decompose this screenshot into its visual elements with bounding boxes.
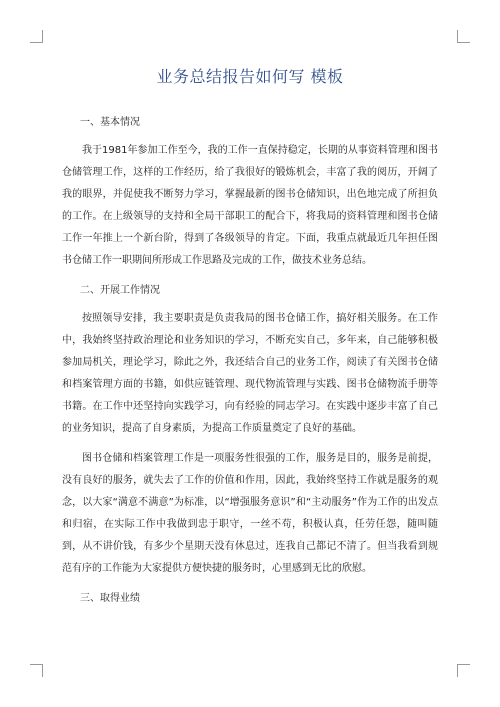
document-title: 业务总结报告如何写 模板	[156, 67, 344, 86]
section-heading: 三、取得业绩	[80, 593, 140, 604]
section-heading: 二、开展工作情况	[80, 285, 160, 296]
paragraph: 图书仓储和档案管理工作是一项服务性很强的工作，服务是目的，服务是前提，没有良好的服务，就失去了工作的价值和作用，因此，我始终坚持工作就是服务的观念，以大家“满意不满意”为标准，以“增强服务意识”和“主动服务”作为工作的出发点和归宿，在实际工作中我做到忠于职守，一丝不苟，积极认真，任劳任怨，随叫随到，从不讲价钱，有多少个星期天没有休息过，连我自己都记不清了。但当我看到规范有序的工作能为大家提供方便快捷的服务时，心里感到无比的欣慰。	[62, 453, 438, 574]
page-corner-mark-bottom-right	[457, 664, 470, 677]
paragraph: 按照领导安排，我主要职责是负责我局的图书仓储工作，搞好相关服务。在工作中，我始终坚持政治理论和业务知识的学习，不断充实自己，多年来，自己能够积极参加局机关，理论学习，除此之外，我还结合自己的业务工作，阅读了有关图书仓储和档案管理方面的书籍，如供应链管理、现代物流管理与实践、图书仓储物流手册等书籍。在工作中还坚持向实践学习，向有经验的同志学习。在实践中逐步丰富了自己的业务知识，提高了自身素质，为提高工作质量奠定了良好的基础。	[62, 313, 438, 434]
paragraph: 我于1981年参加工作至今，我的工作一直保持稳定，长期的从事资料管理和图书仓储管理工作，这样的工作经历，给了我很好的锻炼机会，丰富了我的阅历，开阔了我的眼界，并促使我不断努力学习，掌握最新的图书仓储知识，出色地完成了所担负的工作。在上级领导的支持和全局干部职工的配合下，将我局的资料管理和图书仓储工作一年推上一个新台阶，得到了各级领导的肯定。下面，我重点就最近几年担任图书仓储工作一职期间所形成工作思路及完成的工作，做技术业务总结。	[62, 145, 438, 266]
document-body	[62, 112, 438, 616]
section-heading: 一、基本情况	[80, 117, 140, 128]
page-corner-mark-top-left	[30, 30, 43, 43]
page-corner-mark-bottom-left	[30, 664, 43, 677]
section-work-progress	[62, 280, 438, 580]
section-basic-situation	[62, 112, 438, 272]
page-corner-mark-top-right	[457, 30, 470, 43]
section-achievements	[62, 588, 438, 610]
